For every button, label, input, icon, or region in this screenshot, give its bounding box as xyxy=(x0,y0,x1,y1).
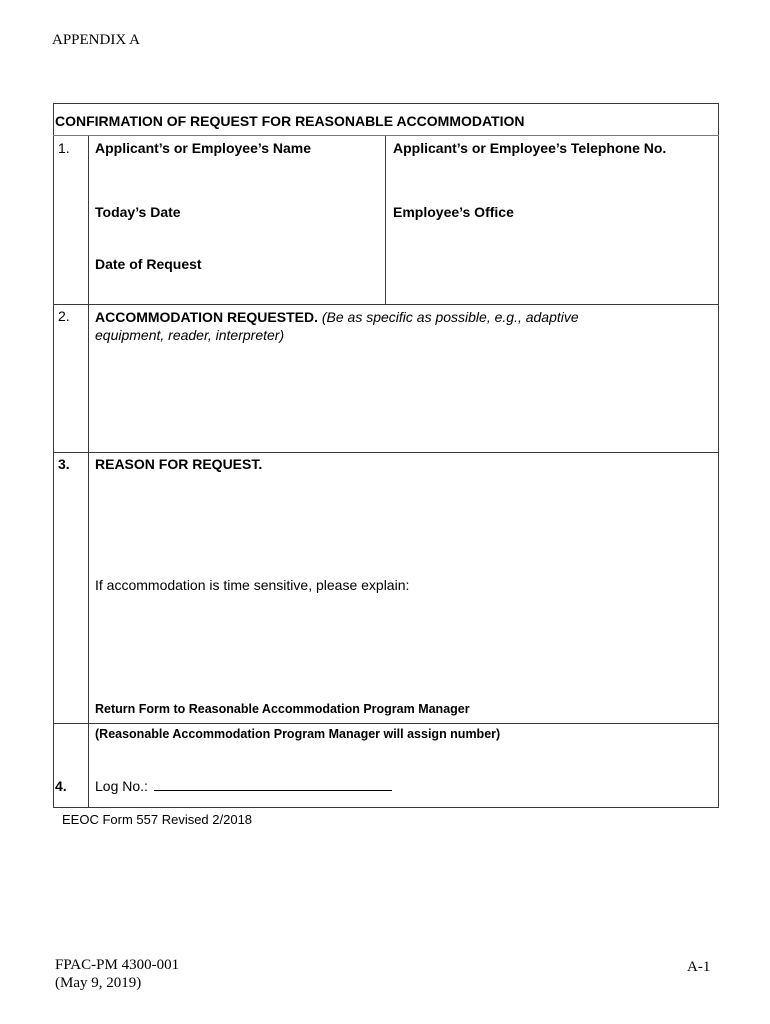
accommodation-requested-hint: (Be as specific as possible, e.g., adaptive equipment, reader, interpreter) xyxy=(95,309,579,343)
employee-office-label: Employee’s Office xyxy=(393,204,514,220)
log-number-label: Log No.: xyxy=(95,778,148,794)
assign-number-note: (Reasonable Accommodation Program Manager will assign number) xyxy=(95,727,501,741)
log-number-field[interactable] xyxy=(154,778,392,791)
doc-number: FPAC-PM 4300-001 xyxy=(55,957,180,973)
section-1-number: 1. xyxy=(58,140,70,156)
log-number-row xyxy=(95,778,392,794)
accommodation-requested-heading: ACCOMMODATION REQUESTED. xyxy=(95,309,318,325)
date-of-request-label: Date of Request xyxy=(95,256,202,272)
appendix-heading: APPENDIX A xyxy=(52,32,140,48)
section-3-number: 3. xyxy=(58,456,70,472)
form-title: CONFIRMATION OF REQUEST FOR REASONABLE ACCOMMODATION xyxy=(55,113,525,129)
reason-for-request-heading: REASON FOR REQUEST. xyxy=(95,456,263,472)
time-sensitive-prompt: If accommodation is time sensitive, please explain: xyxy=(95,577,410,593)
applicant-name-label: Applicant’s or Employee’s Name xyxy=(95,140,312,156)
applicant-phone-label: Applicant’s or Employee’s Telephone No. xyxy=(393,140,667,156)
accommodation-requested xyxy=(95,308,635,344)
section-4-number: 4. xyxy=(55,778,67,794)
page-number: A-1 xyxy=(687,959,711,975)
todays-date-label: Today’s Date xyxy=(95,204,181,220)
doc-date: (May 9, 2019) xyxy=(55,975,142,991)
section-2-number: 2. xyxy=(58,308,70,324)
form-id: EEOC Form 557 Revised 2/2018 xyxy=(62,812,253,827)
return-form-note: Return Form to Reasonable Accommodation Program Manager xyxy=(95,702,470,716)
